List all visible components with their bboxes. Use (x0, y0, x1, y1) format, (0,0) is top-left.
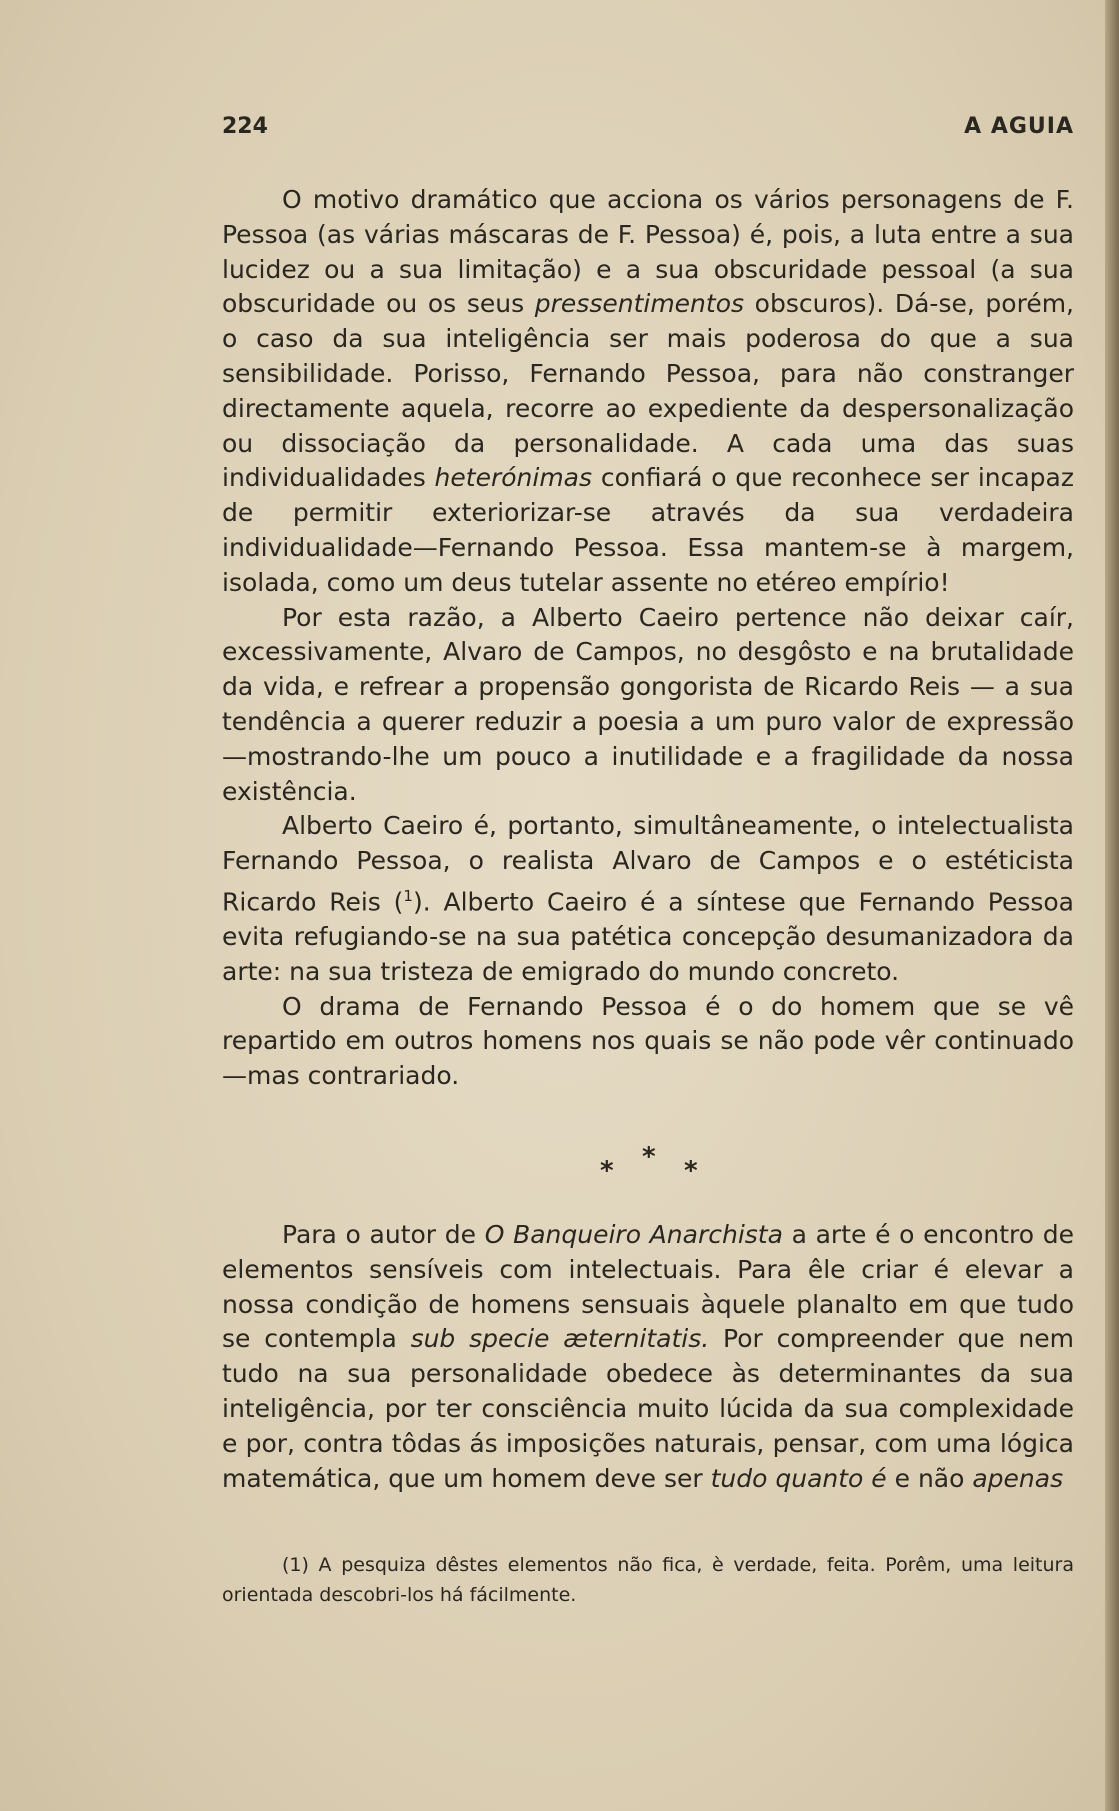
footnote-marker: (1) (282, 1554, 309, 1576)
italic-text: O Banqueiro Anarchista (484, 1220, 783, 1249)
text-run: confiará o que reconhece ser incapaz de permitir exteriorizar-se através da sua verdadeira individualidade—Fernando Pessoa. Essa mantem-se à margem, isolada, como um deus tutelar assente no etéreo empírio! (222, 463, 1074, 597)
paragraph (222, 601, 1074, 810)
separator-star: * (600, 1156, 614, 1186)
page-number: 224 (222, 114, 268, 139)
main-text-continued (222, 1218, 1074, 1496)
text-run: e não (886, 1463, 973, 1493)
paragraph (222, 183, 1074, 601)
page-edge (1105, 0, 1119, 1811)
paragraph (222, 1218, 1074, 1496)
text-run: Para o autor de (282, 1220, 485, 1249)
text-run: O motivo dramático que acciona os vários personagens de F. Pessoa (as várias máscaras de F. Pessoa) é, pois, a luta entre a sua lucidez ou a sua limitação) e a sua obscuridade pessoal (a sua obscuridade ou os seus (222, 185, 1074, 319)
italic-text: tudo quanto é (710, 1463, 887, 1493)
text-run: O drama de Fernando Pessoa é o do homem que se vê repartido em outros homens nos quais se não pode vêr continuado—mas contrariado. (222, 991, 1074, 1091)
running-title: A AGUIA (964, 114, 1074, 139)
italic-text: heterónimas (434, 463, 593, 493)
text-run: ). Alberto Caeiro é a síntese que Fernando Pessoa evita refugiando-se na sua patética concepção desumanizadora da arte: na sua tristeza de emigrado do mundo concreto. (222, 887, 1074, 986)
page-header (222, 108, 1074, 144)
separator-star: * (684, 1156, 698, 1186)
separator-star: * (642, 1142, 656, 1172)
text-run: Por esta razão, a Alberto Caeiro pertence não deixar caír, excessivamente, Alvaro de Campos, no desgôsto e na brutalidade da vida, e refrear a propensão gongorista de Ricardo Reis — a sua tendência a querer reduzir a poesia a um puro valor de expressão—mostrando-lhe um pouco a inutilidade e a fragilidade da nossa existência. (222, 602, 1074, 806)
footnote-reference: 1 (403, 886, 413, 905)
text-run: Por compreender que nem tudo na sua personalidade obedece às determinantes da sua inteligência, por ter consciência muito lúcida da sua complexidade e por, contra tôdas ás imposições naturais, pensar, com uma lógica matemática, que um homem deve ser (222, 1324, 1074, 1493)
paragraph (222, 809, 1074, 989)
section-separator (600, 1142, 700, 1186)
text-run: a arte é o encontro de elementos sensíveis com intelectuais. Para êle criar é elevar a nossa condição de homens sensuais àquele planalto em que tudo se contempla (222, 1220, 1074, 1354)
italic-text: apenas (972, 1463, 1064, 1493)
footnote (222, 1550, 1074, 1610)
text-run: obscuros). Dá-se, porém, o caso da sua inteligência ser mais poderosa do que a sua sensibilidade. Porisso, Fernando Pessoa, para não constranger directamente aquela, recorre ao expediente da despersonalização ou dissociação da personalidade. A cada uma das suas individualidades (222, 289, 1075, 493)
italic-text: sub specie æternitatis. (410, 1324, 710, 1354)
paragraph (222, 990, 1074, 1094)
text-run: Alberto Caeiro é, portanto, simultâneamente, o intelectualista Fernando Pessoa, o realista Alvaro de Campos e o estéticista Ricardo Reis ( (222, 811, 1074, 917)
main-text (222, 183, 1074, 1094)
italic-text: pressentimentos (534, 289, 745, 319)
footnote-text: A pesquiza dêstes elementos não fica, è verdade, feita. Porêm, uma leitura orientada descobri-los há fácilmente. (222, 1554, 1074, 1606)
